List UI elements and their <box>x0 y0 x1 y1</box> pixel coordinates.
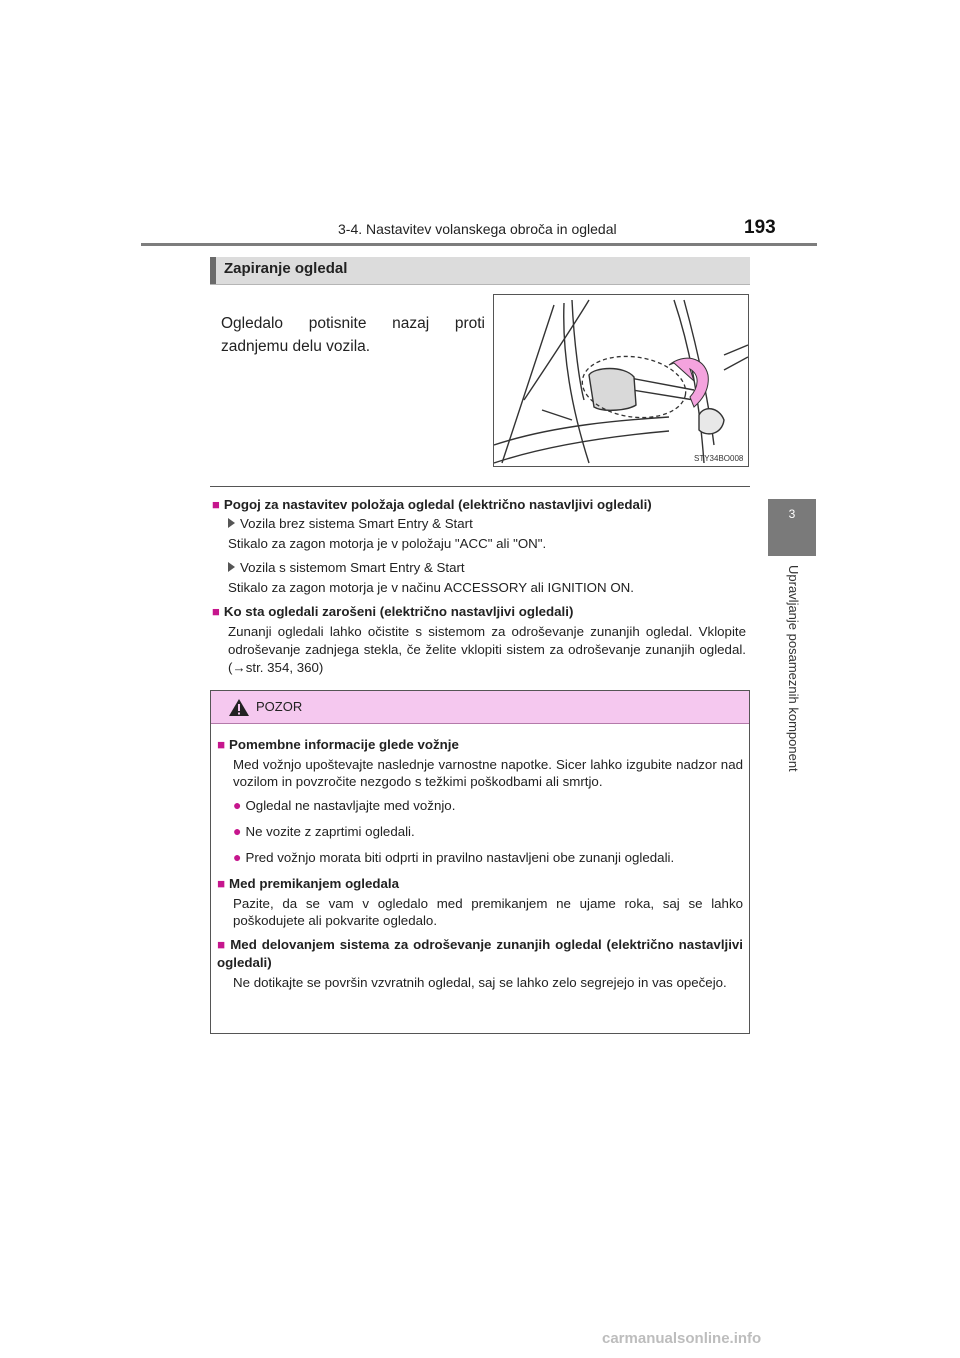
header-section-title: 3-4. Nastavitev volanskega obroča in ogledal <box>338 221 617 237</box>
triangle-arrow-icon <box>228 562 235 572</box>
triangle-arrow-icon <box>228 518 235 528</box>
warning-item-text: Ne dotikajte se površin vzvratnih ogledal, saj se lahko zelo segrejejo in vas opečejo. <box>233 975 727 990</box>
warning-item-heading: ■ Med delovanjem sistema za odroševanje zunanjih ogledal (električno nastavljivi ogledali) <box>217 937 743 970</box>
note-text: Zunanji ogledali lahko očistite s sistemom za odroševanje zunanjih ogledal. Vklopite odroševanje zadnjega stekla, če želite vklopiti sistem za odroševanje zunanjih ogledal. (→str. 354, 360) <box>228 624 746 675</box>
square-bullet-icon: ■ <box>217 937 227 952</box>
section-heading-marker <box>210 257 216 284</box>
warning-item-heading: ■ Pomembne informacije glede vožnje <box>217 737 459 752</box>
warning-triangle-icon <box>228 698 250 717</box>
mirror-illustration-svg <box>494 295 748 466</box>
section-title: Zapiranje ogledal <box>224 260 348 277</box>
notes <box>212 497 746 684</box>
chapter-tab <box>768 499 816 556</box>
warning-item-text: Med vožnjo upoštevajte naslednje varnostne napotke. Sicer lahko izgubite nadzor nad vozilom in povzročite nezgodo s težkimi poškodbami ali smrtjo. <box>233 757 743 789</box>
square-bullet-icon: ■ <box>217 876 226 891</box>
watermark: carmanualsonline.info <box>602 1330 762 1347</box>
note-heading: ■ Ko sta ogledali zarošeni (električno nastavljivi ogledali) <box>212 604 574 619</box>
warning-bullet: ● Ne vozite z zaprtimi ogledali. <box>233 823 415 839</box>
mirror-folding-illustration <box>493 294 749 467</box>
section-intro: Ogledalo potisnite nazaj proti zadnjemu delu vozila. <box>221 315 485 355</box>
square-bullet-icon: ■ <box>212 604 220 619</box>
chapter-label <box>783 565 803 805</box>
note-variant-label: Vozila brez sistema Smart Entry & Start <box>212 516 746 531</box>
figure-code: STY34BO008 <box>694 454 744 463</box>
header-rule <box>141 243 817 246</box>
note-heading: ■ Pogoj za nastavitev položaja ogledal (električno nastavljivi ogledali) <box>212 497 652 512</box>
note-variant-text: Stikalo za zagon motorja je v načinu ACCESSORY ali IGNITION ON. <box>228 580 634 595</box>
round-bullet-icon: ● <box>233 823 242 839</box>
chapter-number: 3 <box>788 507 796 521</box>
square-bullet-icon: ■ <box>217 737 226 752</box>
section-heading-bar <box>210 257 750 285</box>
warning-bullet: ● Ogledal ne nastavljajte med vožnjo. <box>233 797 456 813</box>
chapter-label-text: Upravljanje posameznih komponent <box>786 565 801 772</box>
warning-body <box>211 724 749 991</box>
warning-label: POZOR <box>256 699 303 714</box>
section-divider <box>210 486 750 487</box>
note-variant-text: Stikalo za zagon motorja je v položaju "ACC" ali "ON". <box>228 536 547 551</box>
round-bullet-icon: ● <box>233 797 242 813</box>
warning-box <box>210 690 750 1034</box>
round-bullet-icon: ● <box>233 849 242 865</box>
warning-item-heading: ■ Med premikanjem ogledala <box>217 876 400 891</box>
warning-bullet: ● Pred vožnjo morata biti odprti in pravilno nastavljeni obe zunanji ogledali. <box>233 849 675 865</box>
page-number: 193 <box>744 217 776 238</box>
warning-header <box>211 691 749 724</box>
warning-item-text: Pazite, da se vam v ogledalo med premikanjem ne ujame roka, saj se lahko poškodujete ali pokvarite ogledalo. <box>233 896 743 928</box>
square-bullet-icon: ■ <box>212 497 220 512</box>
note-variant-label: Vozila s sistemom Smart Entry & Start <box>212 560 746 575</box>
